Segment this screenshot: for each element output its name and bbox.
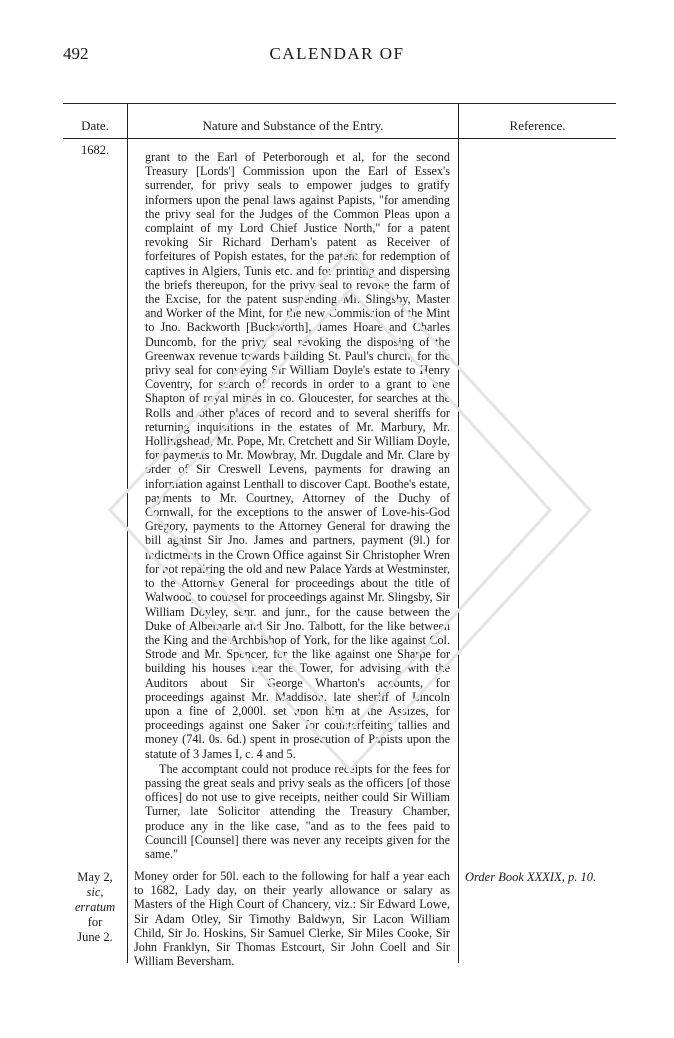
column-header-nature: Nature and Substance of the Entry. — [202, 118, 384, 133]
date-line: May 2, — [77, 870, 113, 884]
running-title: CALENDAR OF — [269, 44, 405, 63]
entry-date-may-2 — [63, 870, 127, 945]
page-number: 492 — [63, 44, 89, 63]
column-header-date: Date. — [81, 118, 109, 133]
entry-masters-of-chancery-text: Money order for 50l. each to the following for half a year each to 1682, Lady day, on their yearly allowance or salary as Masters of the High Court of Chancery, viz.: Sir Edward Lowe, Sir Adam Otley, Sir Timothy Baldwyn, Sir Lacon William Child, Sir Jo. Hoskins, Sir Samuel Clerke, Sir Miles Cooke, Sir John Franklyn, Sir Thomas Estcourt, Sir John Coell and Sir William Beversham. — [134, 869, 450, 969]
entry-date-1682: 1682. — [80, 143, 110, 157]
table-header-rule — [63, 138, 616, 139]
column-header-reference: Reference. — [509, 118, 566, 133]
entry-reference: Order Book XXXIX, p. 10. — [465, 870, 597, 884]
date-line: sic, — [86, 885, 104, 899]
watermark-logo — [90, 230, 610, 790]
table-top-rule — [63, 103, 616, 104]
date-line: for — [87, 915, 103, 929]
entry-1682-paragraph-1: grant to the Earl of Peterborough et al, for the second Treasury [Lords'] Commission upon the Earl of Essex's surrender, for privy seals to empower judges to gratify informers upon the penal laws against Papists, "for amending the privy seal for the Judges of the Common Pleas upon a complaint of my Lord Chief Justice North," for a patent revoking Sir Richard Derham's patent as Receiver of forfeitures of Popish estates, for the patent for redemption of captives in Algiers, Tunis etc. and for printing and dispersing the briefs thereupon, for the privy seal to revoke the farm of the Excise, for the patent suspending Mr. Slingsby, Master and Worker of the Mint, for the new Commission of the Mint to Jno. Backworth [Buckworth], James Hoare and Charles Duncomb, for the privy seal revoking the disposing of the Greenwax revenue towards building St. Paul's church, for the privy seal for conveying Sir William Doyle's estate to Henry Coventry, for search of records in order to a grant to one Shapton of royal mines in co. Gloucester, for searches at the Rolls and other places of record and to several sheriffs for returning inquisitions in the estates of Mr. Marbury, Mr. Hollingshead, Mr. Pope, Mr. Cretchett and Sir William Doyle, for payments to Mr. Mowbray, Mr. Dugdale and Mr. Clare by order of Sir Creswell Levens, payments for drawing an information against Lenthall to discover Capt. Boothe's estate, payments to Mr. Courtney, Attorney of the Duchy of Cornwall, for the exceptions to the answer of Love-his-God Gregory, payments to the Attorney General for drawing the bill against Sir Jno. James and partners, payment (9l.) for indictments in the Crown Office against Sir Christopher Wren for not repairing the old and new Palace Yards at Westminster, to the Attorney General for proceedings about the title of Walwood, to counsel for proceedings against Mr. Slingsby, Sir William Doyley, senr. and junr., for the cause between the Duke of Albemarle and Sir Jno. Talbott, for the like between the King and the Archbishop of York, for the like against Col. Strode and Mr. Spencer, for the like against one Sharpe for building his houses near the Tower, for advising with the Auditors about Sir George Wharton's accounts, for proceedings against Mr. Maddison, late sheriff of Lincoln upon a fine of 2,000l. set upon him at the Assizes, for proceedings against one Saker for counterfeiting tallies and money (74l. 0s. 6d.) spent in prosecution of Papists upon the statute of 3 James I, c. 4 and 5. — [145, 150, 450, 761]
entry-1682-paragraph-2: The accomptant could not produce receipts for the fees for passing the great seals and privy seals as the officers [of those offices] do not use to give receipts, neither could Sir William Turner, late Solicitor attending the Treasury Chamber, produce any in the like case, "and as to the fees paid to Councill [Counsel] there was never any receipts given for the same." — [145, 761, 450, 861]
date-line: June 2. — [77, 930, 113, 944]
date-line: erratum — [74, 900, 116, 914]
